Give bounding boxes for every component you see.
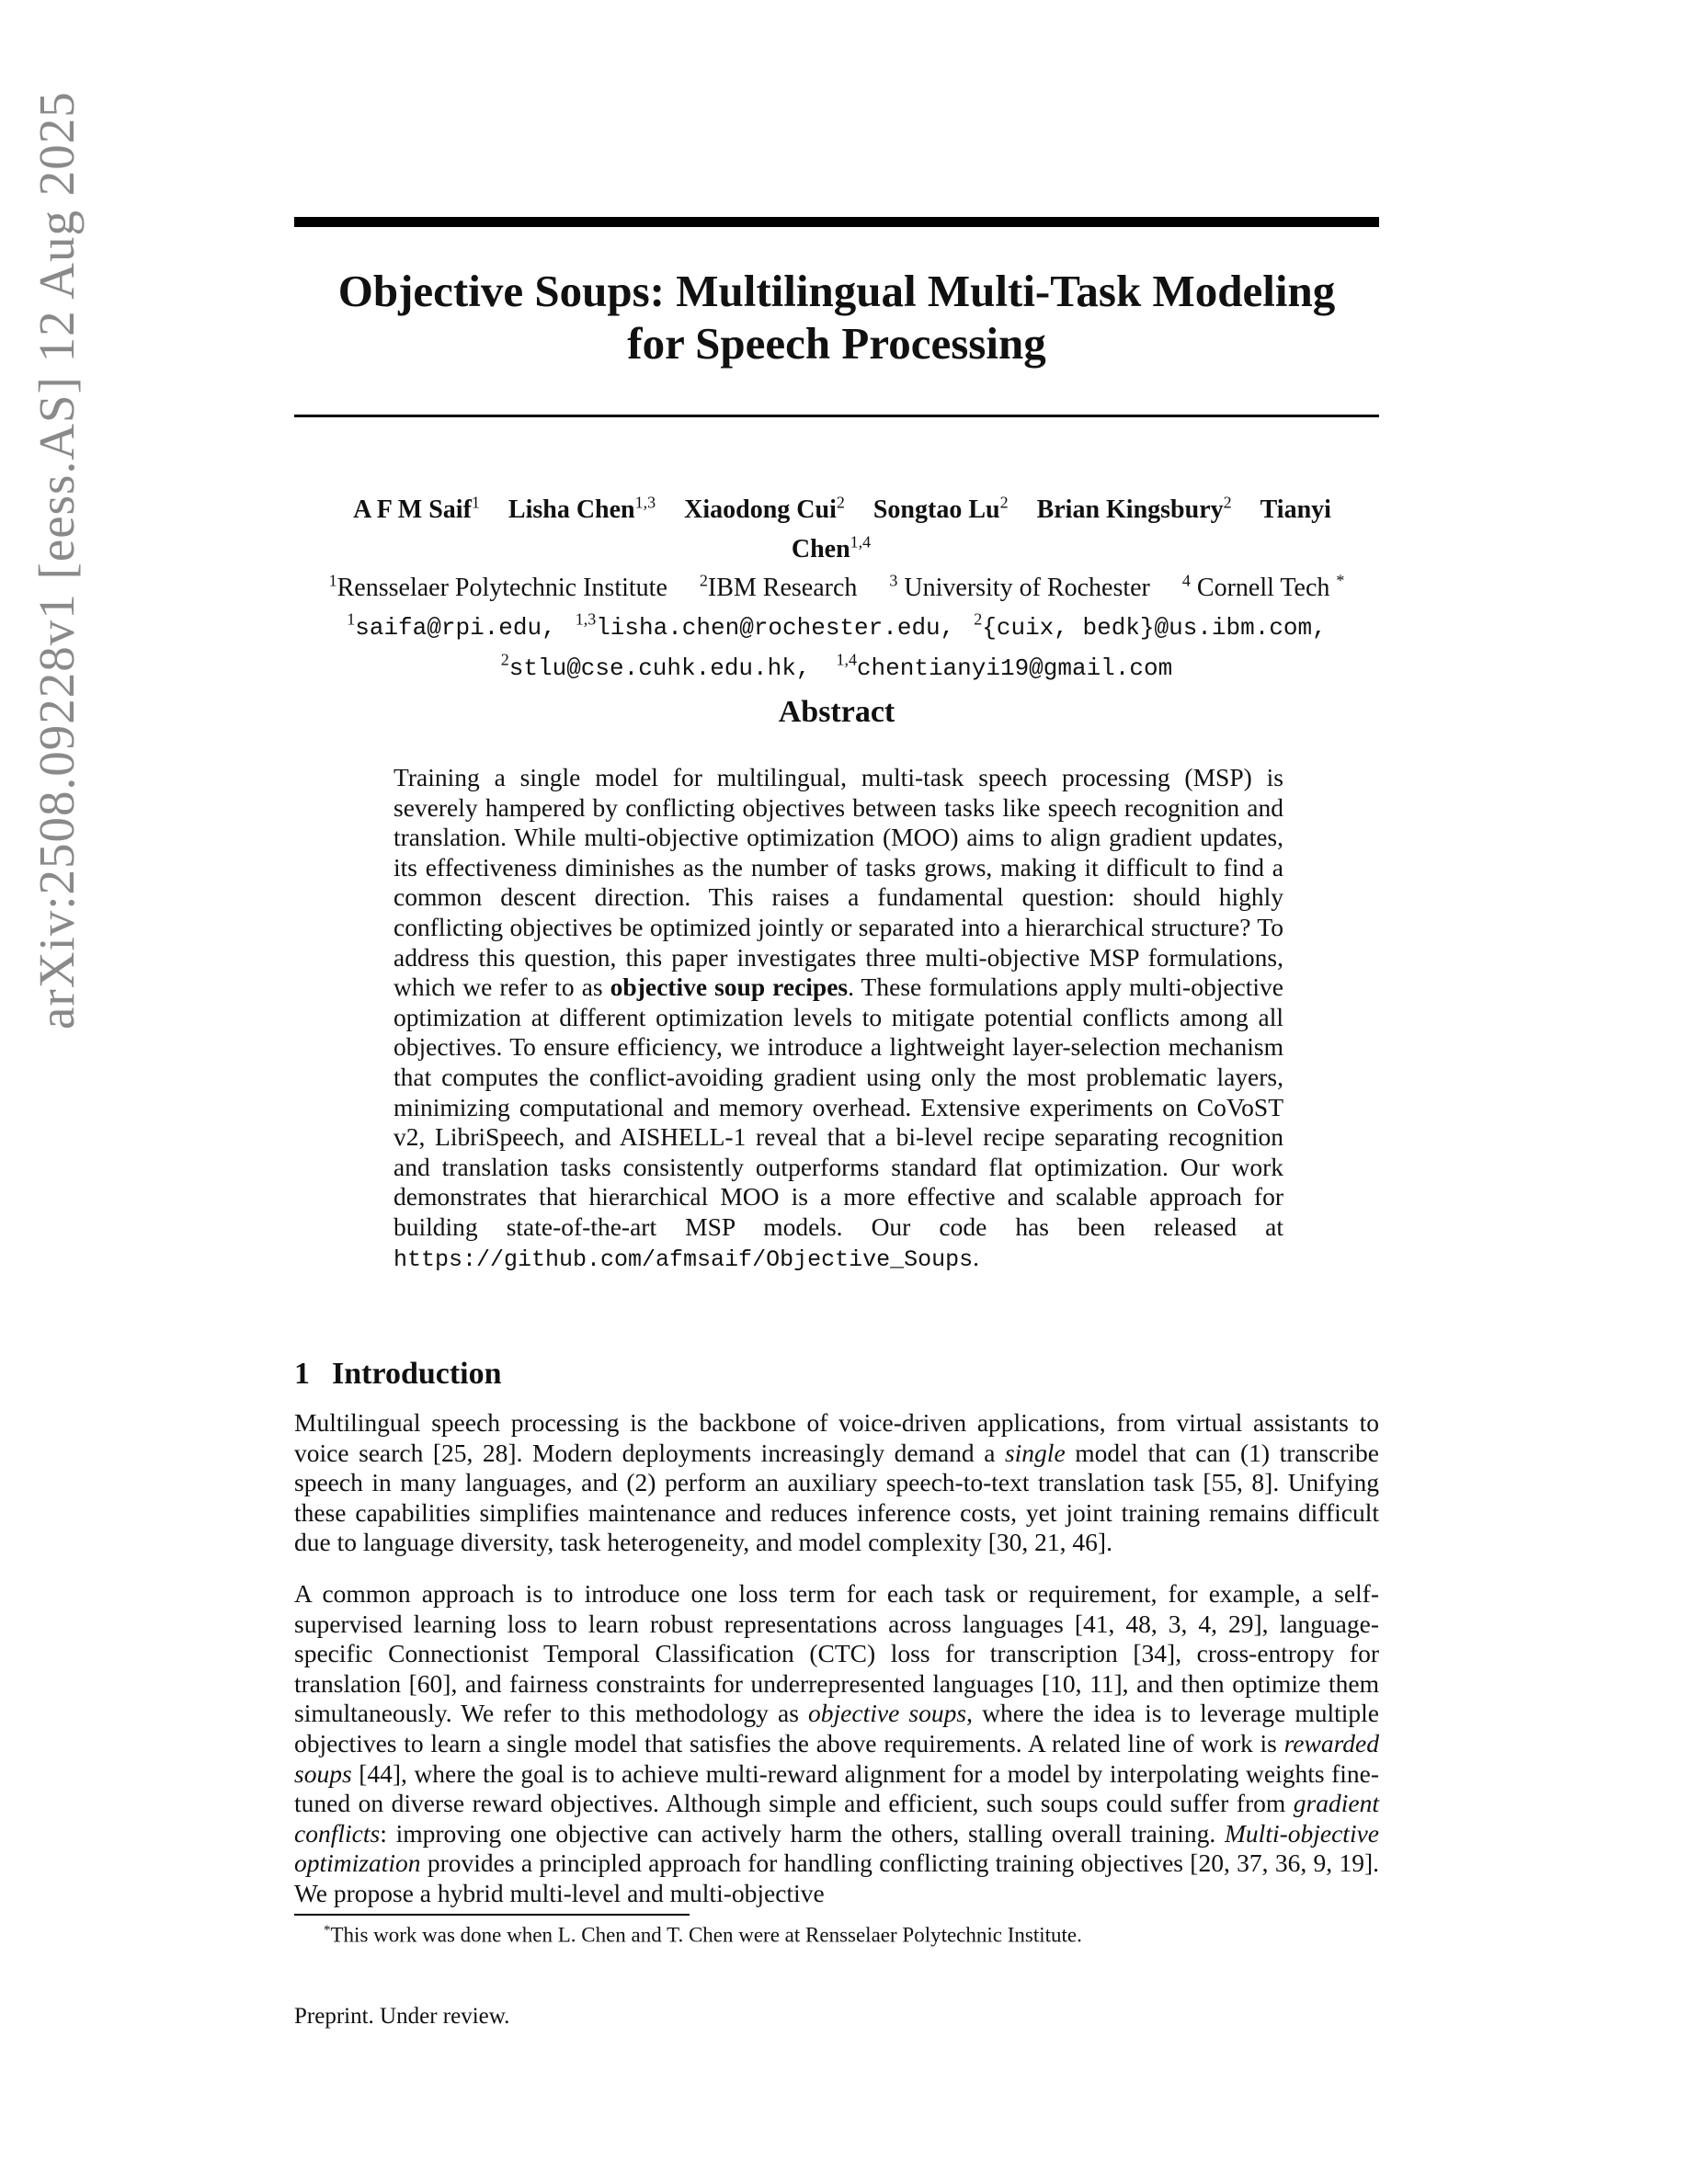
email[interactable]: $^1$saifa@rpi.edu, [347, 609, 556, 643]
title-line-1: Objective Soups: Multilingual Multi-Task Modeling [337, 266, 1336, 316]
section-heading-introduction: 1 Introduction [294, 1357, 502, 1391]
abstract-body: Training a single model for multilingual, multi-task speech processing (MSP) is severely hampered by conflicting objectives between tasks like speech recognition and translation. While multi-objective optimization (MOO) aims to align gradient updates, its effectiveness diminishes as the number of tasks grows, making it difficult to find a common descent direction. This raises a fundamental question: should highly conflicting objectives be optimized jointly or separated into a hierarchical structure? To address this question, this paper investigates three multi-objective MSP formulations, which we refer to as objective soup recipes. These formulations apply multi-objective optimization at different optimization levels to mitigate potential conflicts among all objectives. To ensure efficiency, we introduce a lightweight layer-selection mechanism that computes the conflict-avoiding gradient using only the most problematic layers, minimizing computational and memory overhead. Extensive experiments on CoVoST v2, LibriSpeech, and AISHELL-1 reveal that a bi-level recipe separating recognition and translation tasks consistently outperforms standard flat optimization. Our work demonstrates that hierarchical MOO is a more effective and scalable approach for building state-of-the-art MSP models. Our code has been released at https://github.com/afmsaif/Objective_Soups. [393, 763, 1283, 1273]
affiliations [294, 565, 1379, 604]
arxiv-watermark: arXiv:2508.09228v1 [eess.AS] 12 Aug 2025 [29, 91, 85, 1029]
author-name: Lisha Chen$^{1,3}$ [508, 494, 656, 525]
author-name: A F M Saif$^1$ [353, 494, 480, 525]
abstract-heading: Abstract [778, 695, 895, 729]
paper-title [294, 265, 1379, 370]
preprint-note: Preprint. Under review. [294, 2004, 510, 2029]
emails-line-2 [294, 643, 1379, 683]
email[interactable]: $^2$stlu@cse.cuhk.edu.hk, [500, 650, 811, 682]
intro-paragraph-1: Multilingual speech processing is the backbone of voice-driven applications, from virtual assistants to voice search [25, 28]. Modern deployments increasingly demand a single model that can (1) transcribe speech in many languages, and (2) perform an auxiliary speech-to-text translation task [55, 8]. Unifying these capabilities simplifies maintenance and reduces inference costs, yet joint training remains difficult due to language diversity, task heterogeneity, and model complexity [30, 21, 46]. [294, 1408, 1379, 1557]
footnote-rule [294, 1914, 690, 1916]
code-link[interactable]: https://github.com/afmsaif/Objective_Soups [393, 1246, 974, 1273]
email[interactable]: $^{1,3}$lisha.chen@rochester.edu, [575, 609, 955, 643]
affiliation: $^1$Rensselaer Polytechnic Institute [328, 571, 667, 602]
email[interactable]: $^{1,4}$chentianyi19@gmail.com [836, 650, 1173, 682]
affiliation: $^3$ University of Rochester [889, 571, 1150, 602]
author-name: Tianyi Chen$^{1,4}$ [791, 495, 1331, 563]
intro-paragraph-2: A common approach is to introduce one loss term for each task or requirement, for example, a self-supervised learning loss to learn robust representations across languages [41, 48, 3, 4, 29], language-specific Connectionist Temporal Classification (CTC) loss for transcription [34], cross-entropy for translation [60], and fairness constraints for underrepresented languages [10, 11], and then optimize them simultaneously. We refer to this methodology as objective soups, where the idea is to leverage multiple objectives to learn a single model that satisfies the above requirements. A related line of work is rewarded soups [44], where the goal is to achieve multi-reward alignment for a model by interpolating weights fine-tuned on diverse reward objectives. Although simple and efficient, such soups could suffer from gradient conflicts: improving one objective can actively harm the others, stalling overall training. Multi-objective optimization provides a principled approach for handling conflicting training objectives [20, 37, 36, 9, 19]. We propose a hybrid multi-level and multi-objective [294, 1579, 1379, 1907]
footnote: *This work was done when L. Chen and T. Chen were at Rensselaer Polytechnic Institute. [324, 1923, 1082, 1947]
author-block [294, 487, 1379, 684]
author-name: Brian Kingsbury$^2$ [1036, 494, 1232, 525]
title-top-rule [294, 217, 1379, 227]
emails-line-1 [294, 604, 1379, 643]
email[interactable]: $^2${cuix, bedk}@us.ibm.com, [974, 609, 1327, 643]
author-name: Xiaodong Cui$^2$ [684, 494, 845, 525]
title-bottom-rule [294, 415, 1379, 417]
affiliation: $^2$IBM Research [699, 571, 858, 602]
title-line-2: for Speech Processing [627, 318, 1046, 369]
affiliation: $^4$ Cornell Tech * [1181, 571, 1345, 602]
author-names [294, 487, 1379, 565]
author-name: Songtao Lu$^2$ [873, 494, 1009, 525]
